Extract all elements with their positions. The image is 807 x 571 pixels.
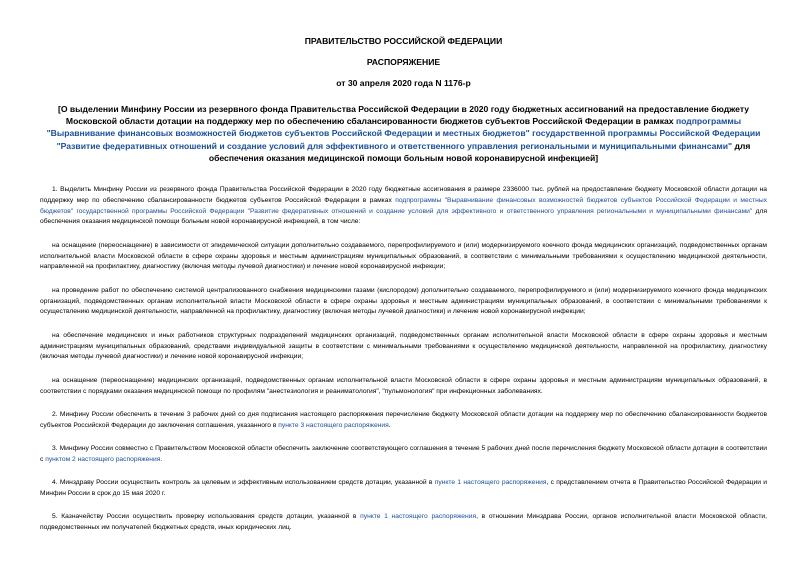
document-type: РАСПОРЯЖЕНИЕ (366, 57, 441, 67)
title-text-end: для обеспечения оказания медицинской помощи больным новой коронавирусной инфекцией] (208, 140, 751, 163)
paragraph-3-text: 3. Минфину России совместно с Правительством Московской области обеспечить заключение соответствующего соглашения в течение 5 рабочих дней после перечисления бюджету Московской области дотации в соответствии с (40, 445, 767, 463)
paragraph-medical-gases: на проведение работ по обеспечению системой централизованного снабжения медицинскими газами (кислородом) дополнительно создаваемого, перепрофилируемого и (или) модернизируемого коечного фонда медицинских организаций, подведомственных органам исполнительной власти Московской области в сфере охраны здоровья и местным администрациям муниципальных образований, в соответствии с минимальными требованиями к осуществлению медицинской деятельности, направленной на профилактику, диагностику (включая методы лучевой диагностики) и лечение новой коронавирусной инфекции; (40, 286, 767, 316)
title-subprogram-link[interactable]: подпрограммы "Выравнивание финансовых возможностей бюджетов субъектов Российской Федерации и местных бюджетов" государственной программы Российской Федерации "Развитие федеративных отношений и создание условий для эффективного и ответственного управления региональными и муниципальными финансами" (46, 116, 761, 151)
paragraph-4-text: 4. Минздраву России осуществить контроль за целевым и эффективным использованием средств дотации, указанной в (52, 479, 435, 487)
paragraph-2 (40, 410, 767, 432)
paragraph-3-text-end: . (160, 455, 163, 463)
title-text-start: [О выделении Минфину России из резервного фонда Правительства Российской Федерации в 2020 году бюджетных ассигнований на предоставление бюджету Московской области дотации на поддержку мер по обеспечению сбалансированности бюджетов субъектов Российской Федерации в рамках (57, 104, 750, 127)
document-body (40, 185, 767, 547)
paragraph-reequipment: на оснащение (переоснащение) медицинских организаций, подведомственных органам исполнительной власти Московской области в сфере охраны здоровья и местным администрациям муниципальных образований, в соответствии с порядками оказания медицинской помощи по профилям "анестезиология и реаниматология", "пульмонология" при инфекционных заболеваниях. (40, 376, 767, 395)
paragraph-1-text-end: для обеспечения оказания медицинской помощи больным новой коронавирусной инфекцией, в том числе: (40, 207, 767, 226)
paragraph-equipment: на оснащение (переоснащение) в зависимости от эпидемической ситуации дополнительно создаваемого, перепрофилируемого и (или) модернизируемого коечного фонда медицинских организаций, подведомственных органам исполнительной власти Московской области в сфере охраны здоровья и местным администрациям муниципальных образований, в соответствии с минимальными требованиями к осуществлению медицинской деятельности, направленной на профилактику, диагностику (включая методы лучевой диагностики) и лечение новой коронавирусной инфекции; (40, 241, 767, 271)
link-clause-1[interactable]: пункте 1 настоящего распоряжения (434, 479, 547, 487)
paragraph-4-text-end: , с представлением отчета в Правительство Российской Федерации и Минфин России в срок до 15 мая 2020 г. (40, 479, 767, 498)
paragraph-5 (40, 512, 767, 534)
paragraph-3 (40, 444, 767, 466)
document-date: от 30 апреля 2020 года N 1176-р (336, 78, 471, 88)
paragraph-1 (40, 185, 767, 228)
document-title (40, 103, 767, 164)
government-heading: ПРАВИТЕЛЬСТВО РОССИЙСКОЙ ФЕДЕРАЦИИ (304, 36, 503, 46)
paragraph-protective-equipment: на обеспечение медицинских и иных работников структурных подразделений медицинских организаций, подведомственных органам исполнительной власти Московской области в сфере охраны здоровья и местным администрациям муниципальных образований, средствами индивидуальной защиты в соответствии с минимальными требованиями к осуществлению медицинской деятельности, направленной на профилактику, диагностику (включая методы лучевой диагностики) и лечение новой коронавирусной инфекции; (40, 331, 767, 361)
paragraph-1-text: 1. Выделить Минфину России из резервного фонда Правительства Российской Федерации в 2020 году бюджетные ассигнования в размере 2336000 тыс. рублей на предоставление бюджету Московской области дотации на поддержку мер по обеспечению сбалансированности бюджетов субъектов Российской Федерации в рамках (40, 186, 767, 204)
paragraph-1-subprogram-link[interactable]: подпрограммы "Выравнивание финансовых возможностей бюджетов субъектов Российской Федерации и местных бюджетов" государственной программы Российской Федерации "Развитие федеративных отношений и создание условий для эффективного и ответственного управления региональными и муниципальными финансами" (40, 196, 767, 215)
link-clause-3[interactable]: пункте 3 настоящего распоряжения (278, 421, 389, 429)
paragraph-4 (40, 478, 767, 500)
paragraph-2-text-end: . (388, 421, 391, 429)
paragraph-5-text: 5. Казначейству России осуществить проверку использования средств дотации, указанной в (52, 513, 361, 521)
paragraph-2-text: 2. Минфину России обеспечить в течение 3 рабочих дней со дня подписания настоящего распоряжения перечисление бюджету Московской области дотации на поддержку мер по обеспечению сбалансированности бюджетов субъектов Российской Федерации до заключения соглашения, указанного в (40, 410, 767, 429)
link-clause-2[interactable]: пунктом 2 настоящего распоряжения (45, 455, 161, 463)
paragraph-5-text-end: , в отношении Минздрава России, органов исполнительной власти Московской области, подведомственных им получателей бюджетных средств, иных юридических лиц. (40, 513, 767, 532)
link-clause-1-second[interactable]: пункте 1 настоящего распоряжения (360, 513, 477, 521)
